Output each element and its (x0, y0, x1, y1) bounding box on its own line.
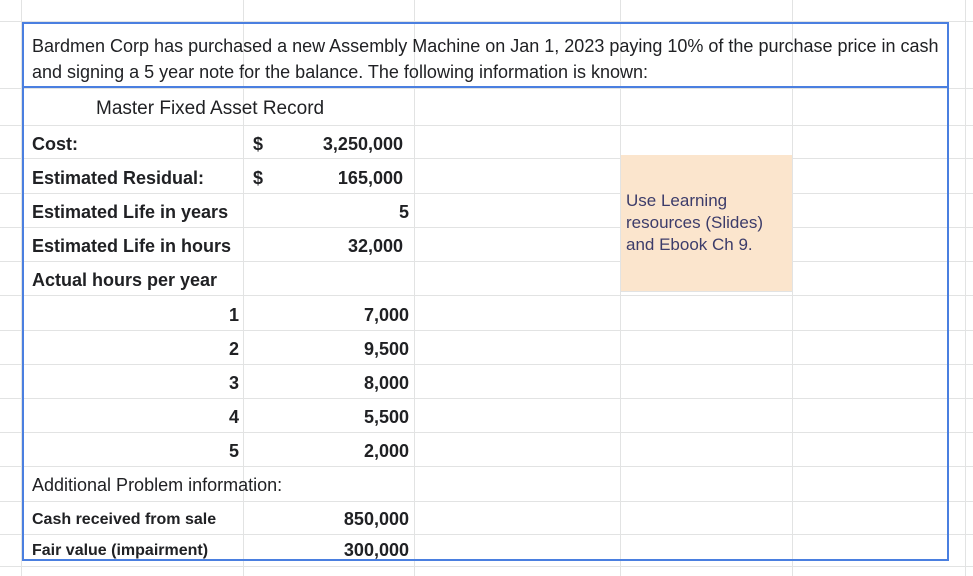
grid-col-line (965, 0, 966, 576)
cash-label[interactable]: Cash received from sale (32, 511, 217, 528)
hours-per-year-label[interactable]: Actual hours per year (32, 270, 218, 290)
record-title[interactable]: Master Fixed Asset Record (96, 98, 325, 119)
hours-cell[interactable]: 7,000 (363, 305, 409, 325)
residual-value[interactable]: 165,000 (337, 168, 403, 188)
life-years-label[interactable]: Estimated Life in years (32, 202, 229, 222)
residual-currency: $ (253, 168, 264, 188)
life-years-value[interactable]: 5 (398, 202, 409, 222)
year-cell[interactable]: 1 (228, 305, 239, 325)
residual-label[interactable]: Estimated Residual: (32, 168, 205, 188)
year-cell[interactable]: 2 (228, 339, 239, 359)
fair-value[interactable]: 300,000 (343, 540, 409, 560)
life-hours-value[interactable]: 32,000 (347, 236, 403, 256)
cash-value[interactable]: 850,000 (343, 509, 409, 529)
hours-cell[interactable]: 2,000 (363, 441, 409, 461)
hours-cell[interactable]: 9,500 (363, 339, 409, 359)
range-selection-border (22, 22, 949, 561)
year-cell[interactable]: 3 (228, 373, 239, 393)
hours-cell[interactable]: 5,500 (363, 407, 409, 427)
note-text: Use Learning resources (Slides) and Ebook Ch 9. (626, 191, 763, 254)
intro-cell-selection (22, 22, 949, 88)
additional-title[interactable]: Additional Problem information: (32, 475, 283, 495)
year-cell[interactable]: 5 (228, 441, 239, 461)
life-hours-label[interactable]: Estimated Life in hours (32, 236, 232, 256)
grid-row-line (0, 566, 973, 567)
cost-value[interactable]: 3,250,000 (322, 134, 403, 154)
cost-currency: $ (253, 134, 264, 154)
cost-label[interactable]: Cost: (32, 134, 78, 154)
year-cell[interactable]: 4 (228, 407, 239, 427)
hours-cell[interactable]: 8,000 (363, 373, 409, 393)
intro-text[interactable]: Bardmen Corp has purchased a new Assembly Machine on Jan 1, 2023 paying 10% of the purchase price in cash and signing a 5 year note for the balance. The following information is known: (32, 36, 939, 82)
fair-label[interactable]: Fair value (impairment) (32, 542, 209, 559)
